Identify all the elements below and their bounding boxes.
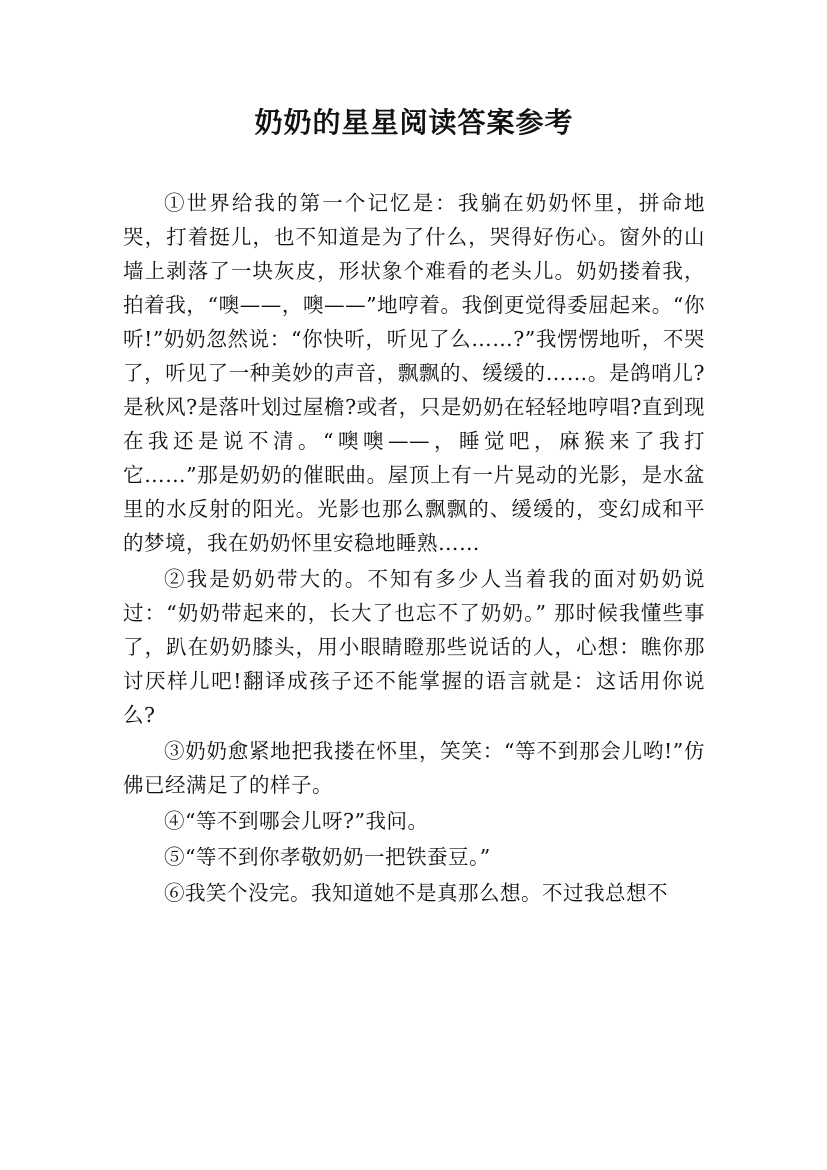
paragraph-4: ④“等不到哪会儿呀?”我问。 — [164, 809, 429, 833]
paragraph-2: ②我是奶奶带大的。不知有多少人当着我的面对奶奶说过：“奶奶带起来的，长大了也忘不了奶奶。” 那时候我懂些事了，趴在奶奶膝头，用小眼睛瞪那些说话的人，心想：瞧你那讨厌样儿吧!翻译成孩子还不能掌握的语言就是：这话用你说么? — [123, 567, 705, 727]
paragraph-5: ⑤“等不到你孝敬奶奶一把铁蚕豆。” — [164, 845, 491, 869]
document-title: 奶奶的星星阅读答案参考 — [254, 106, 574, 139]
paragraph-6: ⑥我笑个没完。我知道她不是真那么想。不过我总想不 — [164, 881, 668, 905]
paragraph-3: ③奶奶愈紧地把我搂在怀里，笑笑：“等不到那会儿哟!”仿佛已经满足了的样子。 — [123, 739, 705, 797]
document-body — [123, 186, 705, 910]
paragraph-1: ①世界给我的第一个记忆是：我躺在奶奶怀里，拼命地哭，打着挺儿，也不知道是为了什么，哭得好伤心。窗外的山墙上剥落了一块灰皮，形状象个难看的老头儿。奶奶搂着我，拍着我，“噢——，噢——”地哼着。我倒更觉得委屈起来。“你听!”奶奶忽然说：“你快听，听见了么……?”我愣愣地听，不哭了，听见了一种美妙的声音，飘飘的、缓缓的……。是鸽哨儿?是秋风?是落叶划过屋檐?或者，只是奶奶在轻轻地哼唱?直到现在我还是说不清。“噢噢——，睡觉吧，麻猴来了我打它……”那是奶奶的催眠曲。屋顶上有一片晃动的光影，是水盆里的水反射的阳光。光影也那么飘飘的、缓缓的，变幻成和平的梦境，我在奶奶怀里安稳地睡熟…… — [123, 191, 705, 555]
